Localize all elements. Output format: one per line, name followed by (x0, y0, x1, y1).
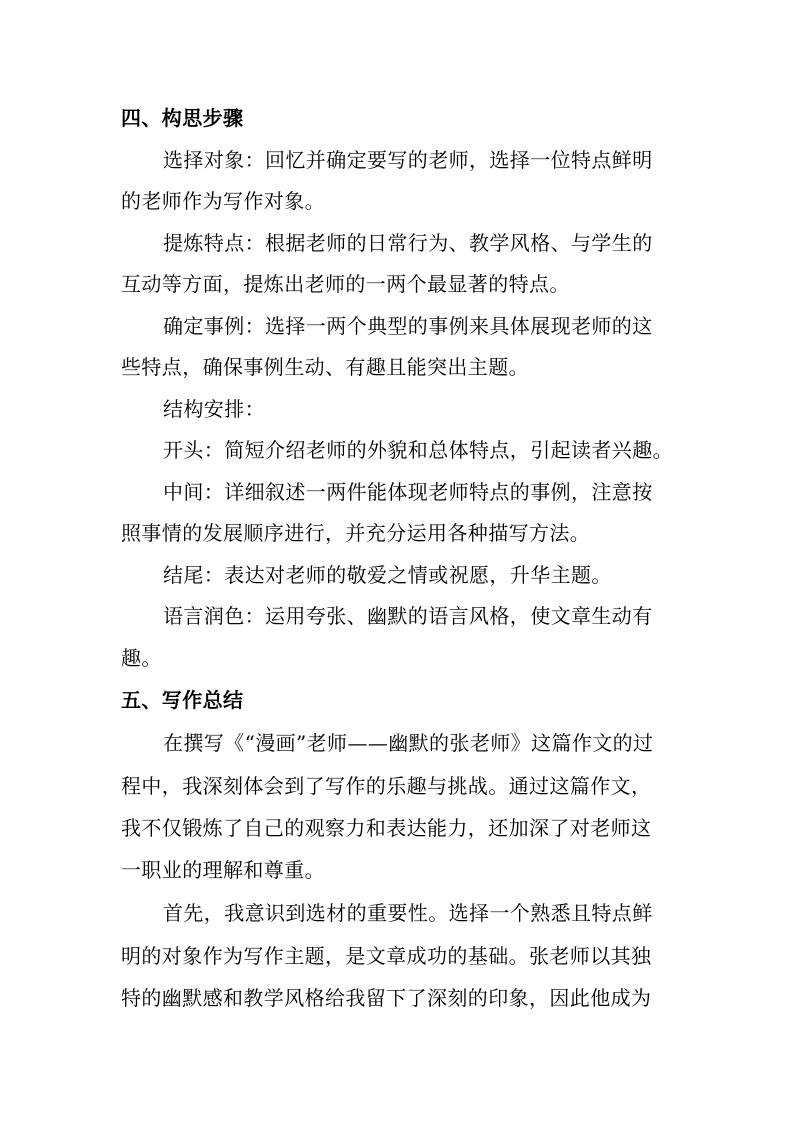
paragraph-line: 特的幽默感和教学风格给我留下了深刻的印象，因此他成为 (121, 986, 652, 1010)
paragraph-line: 明的对象作为写作主题，是文章成功的基础。张老师以其独 (121, 944, 652, 968)
paragraph-line: 一职业的理解和尊重。 (121, 858, 325, 882)
paragraph-line: 我不仅锻炼了自己的观察力和表达能力，还加深了对老师这 (121, 816, 652, 840)
paragraph-line: 提炼特点：根据老师的日常行为、教学风格、与学生的 (163, 231, 653, 255)
paragraph-line: 趣。 (121, 646, 162, 670)
paragraph-line: 的老师作为写作对象。 (121, 189, 325, 213)
paragraph-line: 选择对象：回忆并确定要写的老师，选择一位特点鲜明 (163, 148, 653, 172)
paragraph-line: 照事情的发展顺序进行，并充分运用各种描写方法。 (121, 521, 591, 545)
paragraph-line: 程中，我深刻体会到了写作的乐趣与挑战。通过这篇作文， (121, 774, 652, 798)
section-heading-5: 五、写作总结 (121, 688, 244, 712)
paragraph-line: 确定事例：选择一两个典型的事例来具体展现老师的这 (163, 314, 653, 338)
paragraph-line: 首先，我意识到选材的重要性。选择一个熟悉且特点鲜 (163, 901, 653, 925)
paragraph-line: 在撰写《“漫画”老师——幽默的张老师》这篇作文的过 (163, 731, 654, 755)
paragraph-line: 语言润色：运用夸张、幽默的语言风格，使文章生动有 (163, 604, 653, 628)
paragraph-line: 开头：简短介绍老师的外貌和总体特点，引起读者兴趣。 (163, 438, 673, 462)
section-heading-4: 四、构思步骤 (121, 106, 244, 130)
paragraph-line: 互动等方面，提炼出老师的一两个最显著的特点。 (121, 272, 570, 296)
paragraph-line: 中间：详细叙述一两件能体现老师特点的事例，注意按 (163, 480, 653, 504)
paragraph-line: 结构安排： (163, 397, 265, 421)
paragraph-line: 结尾：表达对老师的敬爱之情或祝愿，升华主题。 (163, 563, 612, 587)
paragraph-line: 些特点，确保事例生动、有趣且能突出主题。 (121, 355, 529, 379)
